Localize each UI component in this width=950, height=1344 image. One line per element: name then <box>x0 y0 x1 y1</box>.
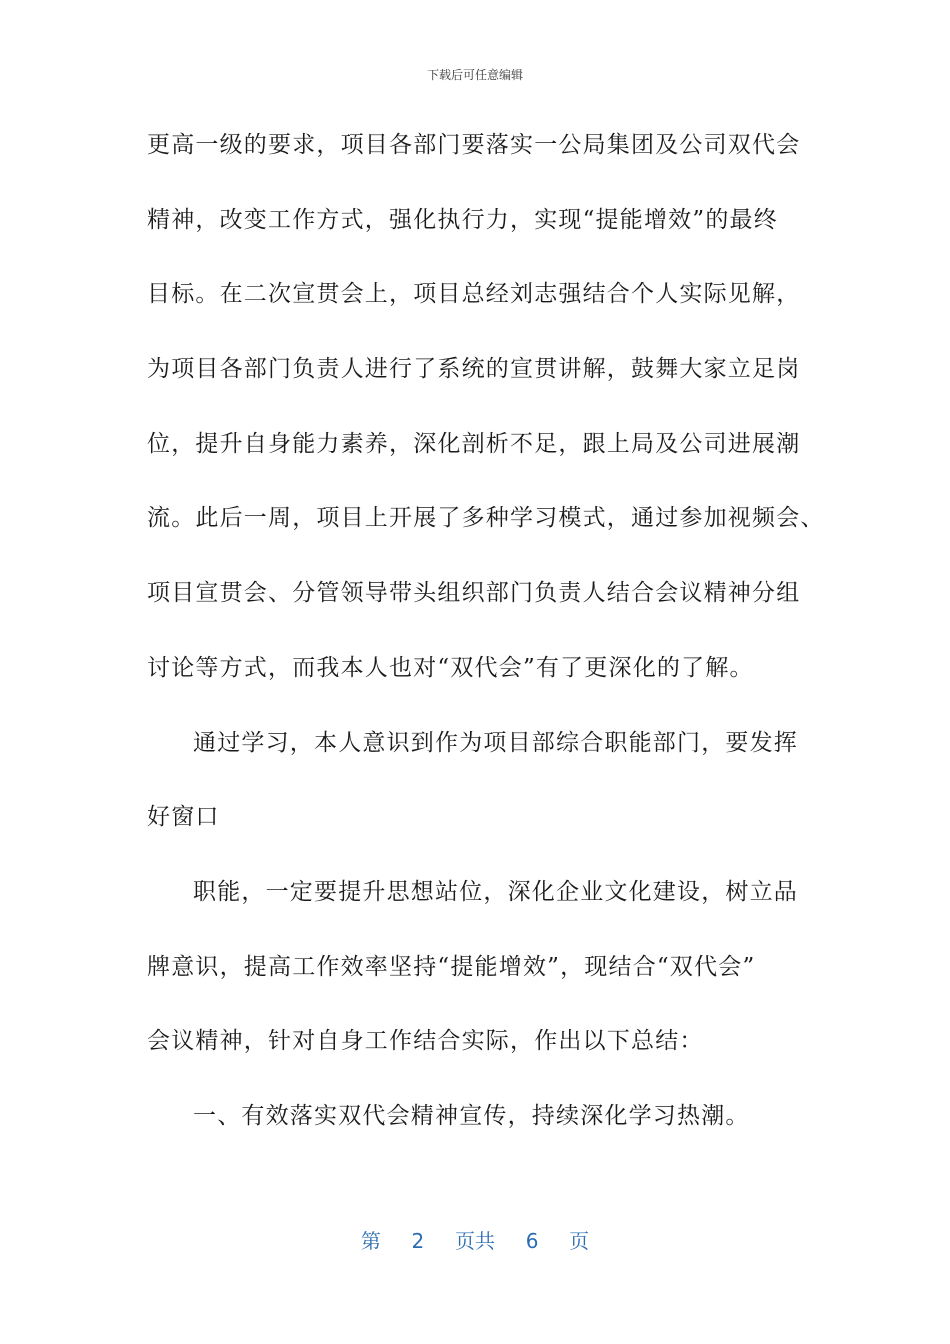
text-line: 项目宣贯会、分管领导带头组织部门负责人结合会议精神分组 <box>147 580 801 607</box>
text-line: 为项目各部门负责人进行了系统的宣贯讲解，鼓舞大家立足岗 <box>147 356 801 383</box>
paragraph-start-line: 职能，一定要提升思想站位，深化企业文化建设，树立品 <box>193 878 798 905</box>
text-line: 好窗口 <box>147 804 220 831</box>
total-pages-number: 6 <box>525 1229 539 1253</box>
section-heading-line: 一、有效落实双代会精神宣传，持续深化学习热潮。 <box>193 1102 750 1129</box>
header-note: 下载后可任意编辑 <box>426 68 523 82</box>
text-line: 牌意识，提高工作效率坚持“提能增效”，现结合“双代会” <box>147 953 756 980</box>
page-number-footer <box>0 1225 950 1254</box>
current-page-number: 2 <box>411 1229 425 1253</box>
footer-suffix: 页 <box>569 1229 590 1253</box>
paragraph-start-line: 通过学习，本人意识到作为项目部综合职能部门，要发挥 <box>193 729 798 756</box>
text-line: 讨论等方式，而我本人也对“双代会”有了更深化的了解。 <box>147 654 754 681</box>
text-line: 位，提升自身能力素养，深化剖析不足，跟上局及公司进展潮 <box>147 430 801 457</box>
text-line: 更高一级的要求，项目各部门要落实一公局集团及公司双代会 <box>147 132 801 158</box>
footer-prefix: 第 <box>360 1229 381 1253</box>
text-line: 会议精神，针对自身工作结合实际，作出以下总结： <box>147 1028 704 1055</box>
text-line: 精神，改变工作方式，强化执行力，实现“提能增效”的最终 <box>147 206 778 233</box>
footer-middle: 页共 <box>455 1229 495 1253</box>
document-body <box>147 118 825 1164</box>
text-line: 目标。在二次宣贯会上，项目总经刘志强结合个人实际见解， <box>147 281 801 308</box>
text-line: 流。此后一周，项目上开展了多种学习模式，通过参加视频会、 <box>147 505 825 532</box>
